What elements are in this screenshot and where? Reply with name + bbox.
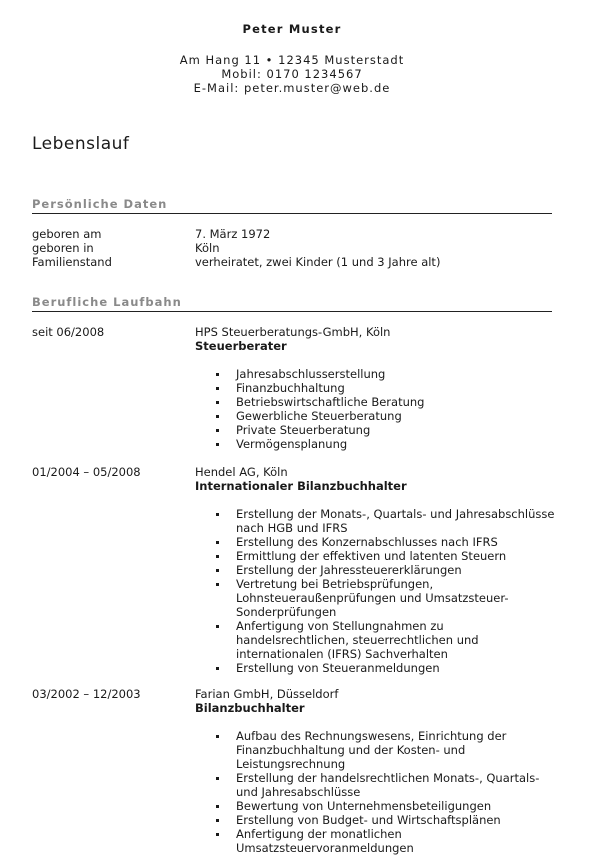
job-task: Jahresabschlusserstellung	[236, 367, 555, 381]
job-task: Aufbau des Rechnungswesens, Einrichtung der Finanzbuchhaltung und der Kosten- und Leistungsrechnung	[236, 729, 555, 771]
job-company: Farian GmbH, Düsseldorf	[195, 687, 339, 701]
cv-header	[0, 22, 584, 95]
job-title: Internationaler Bilanzbuchhalter	[195, 479, 407, 493]
address-line: Am Hang 11 • 12345 Musterstadt	[179, 53, 405, 67]
job-body	[195, 465, 555, 675]
row-value: Köln	[195, 241, 220, 255]
email-line: E-Mail: peter.muster@web.de	[193, 81, 391, 95]
section-heading-career: Berufliche Laufbahn	[32, 295, 552, 312]
job-task: Erstellung der Jahressteuererklärungen	[236, 563, 555, 577]
job-task: Finanzbuchhaltung	[236, 381, 555, 395]
job-title: Steuerberater	[195, 339, 287, 353]
job-task: Erstellung von Steueranmeldungen	[236, 661, 555, 675]
job-task: Betriebswirtschaftliche Beratung	[236, 395, 555, 409]
job-task: Erstellung der Monats-, Quartals- und Jahresabschlüsse nach HGB und IFRS	[236, 507, 555, 535]
row-label: geboren in	[32, 241, 94, 255]
job-task-list	[195, 729, 555, 855]
job-period: 01/2004 – 05/2008	[32, 465, 141, 479]
job-task-list	[195, 367, 555, 451]
job-task-list	[195, 507, 555, 675]
job-body	[195, 325, 555, 451]
job-task: Bewertung von Unternehmensbeteiligungen	[236, 799, 555, 813]
row-value: verheiratet, zwei Kinder (1 und 3 Jahre alt)	[195, 255, 441, 269]
person-name: Peter Muster	[242, 22, 342, 36]
mobile-line: Mobil: 0170 1234567	[221, 67, 363, 81]
job-task: Anfertigung von Stellungnahmen zu handelsrechtlichen, steuerrechtlichen und internationalen (IFRS) Sachverhalten	[236, 619, 555, 661]
row-label: Familienstand	[32, 255, 112, 269]
job-task: Anfertigung der monatlichen Umsatzsteuervoranmeldungen	[236, 827, 555, 855]
job-task: Erstellung von Budget- und Wirtschaftsplänen	[236, 813, 555, 827]
job-task: Vermögensplanung	[236, 437, 555, 451]
job-company: HPS Steuerberatungs-GmbH, Köln	[195, 325, 391, 339]
job-period: 03/2002 – 12/2003	[32, 687, 141, 701]
section-heading-personal: Persönliche Daten	[32, 197, 552, 214]
job-company: Hendel AG, Köln	[195, 465, 288, 479]
job-task: Erstellung des Konzernabschlusses nach IFRS	[236, 535, 555, 549]
job-period: seit 06/2008	[32, 325, 105, 339]
job-task: Gewerbliche Steuerberatung	[236, 409, 555, 423]
job-task: Vertretung bei Betriebsprüfungen, Lohnsteueraußenprüfungen und Umsatzsteuer-Sonderprüfungen	[236, 577, 555, 619]
row-value: 7. März 1972	[195, 227, 271, 241]
document-title: Lebenslauf	[32, 134, 130, 154]
job-task: Private Steuerberatung	[236, 423, 555, 437]
job-task: Ermittlung der effektiven und latenten Steuern	[236, 549, 555, 563]
row-label: geboren am	[32, 227, 102, 241]
job-task: Erstellung der handelsrechtlichen Monats-, Quartals- und Jahresabschlüsse	[236, 771, 555, 799]
job-body	[195, 687, 555, 855]
job-title: Bilanzbuchhalter	[195, 701, 305, 715]
